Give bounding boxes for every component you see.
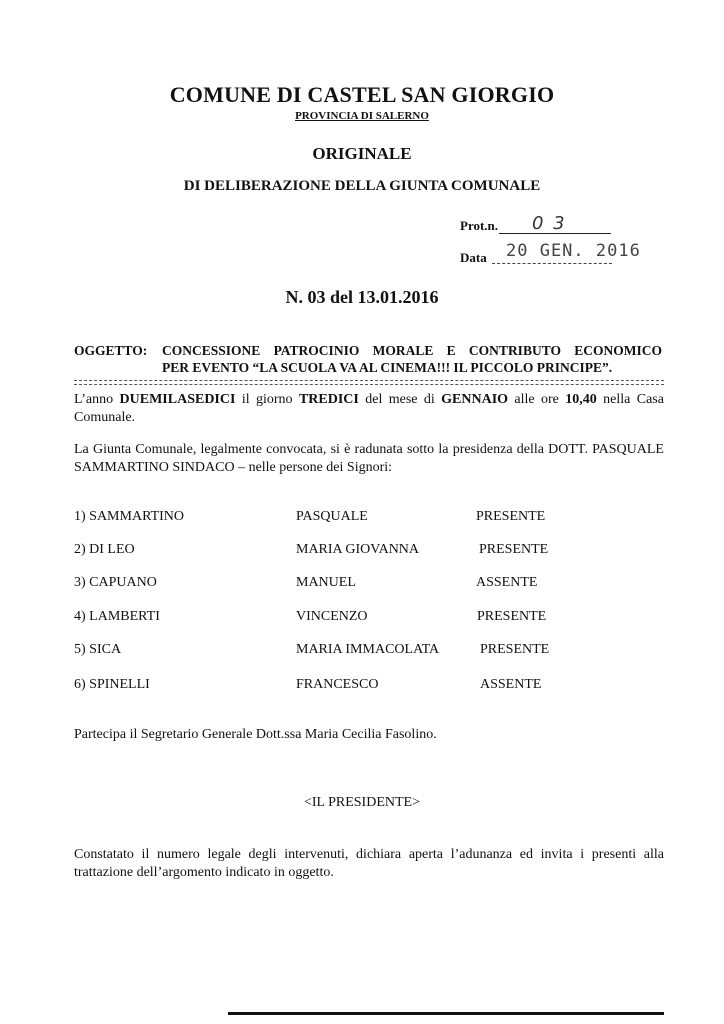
deliberation-number: N. 03 del 13.01.2016 [285,287,439,307]
intro-year: DUEMILASEDICI [119,392,236,407]
protocol-label: Prot.n. [460,218,499,233]
secretary-line: Partecipa il Segretario Generale Dott.ssa Maria Cecilia Fasolino. [74,727,437,742]
subject-line-1: CONCESSIONE PATROCINIO MORALE E CONTRIBUTO ECONOMICO [162,343,662,358]
member-status: ASSENTE [476,575,538,590]
protocol-handwritten-number: 0 3 [532,213,567,234]
intro-day: TREDICI [298,392,359,407]
deliberation-heading: DI DELIBERAZIONE DELLA GIUNTA COMUNALE [183,178,541,194]
member-surname: 4) LAMBERTI [74,609,160,624]
bottom-rule [228,1012,664,1015]
member-name: PASQUALE [296,509,368,524]
member-surname: 6) SPINELLI [74,677,150,692]
member-surname: 1) SAMMARTINO [74,509,184,524]
closing-paragraph: Constatato il numero legale degli intervenuti, dichiara aperta l’adunanza ed invita i presenti alla trattazione dell’argomento indicato in oggetto. [74,847,664,880]
document-type: ORIGINALE [312,144,412,163]
member-status: PRESENTE [477,609,547,624]
member-row [74,542,674,562]
intro-text: nella Casa Comunale. [74,392,664,425]
member-row [74,575,674,595]
intro-text: L’anno [74,392,120,407]
intro-paragraph [74,391,664,427]
date-label: Data [460,250,487,265]
member-name: MANUEL [296,575,356,590]
subject-line-2: PER EVENTO “LA SCUOLA VA AL CINEMA!!! IL PICCOLO PRINCIPE”. [162,360,613,375]
date-stamp: 20 GEN. 2016 [506,241,641,261]
separator-rule [74,380,664,381]
intro-text: alle ore [508,392,566,407]
province-subtitle: PROVINCIA DI SALERNO [295,110,429,122]
president-heading: <IL PRESIDENTE> [304,795,420,810]
intro-time: 10,40 [565,392,597,407]
member-name: VINCENZO [296,609,368,624]
separator-rule [74,384,664,385]
member-name: MARIA GIOVANNA [296,542,420,557]
member-name: MARIA IMMACOLATA [296,642,440,657]
member-status: PRESENTE [476,509,546,524]
member-status: ASSENTE [480,677,542,692]
member-name: FRANCESCO [296,677,379,692]
intro-text: del mese di [358,392,442,407]
intro-month: GENNAIO [441,392,509,407]
member-surname: 3) CAPUANO [74,575,157,590]
member-row [74,677,674,697]
member-surname: 5) SICA [74,642,122,657]
member-status: PRESENTE [479,542,549,557]
member-row [74,642,674,662]
municipality-title: COMUNE DI CASTEL SAN GIORGIO [169,82,555,107]
council-paragraph: La Giunta Comunale, legalmente convocata, si è radunata sotto la presidenza della DOTT. PASQUALE SAMMARTINO SINDACO – nelle persone dei Signori: [74,442,664,475]
member-row [74,509,674,529]
intro-text: il giorno [235,392,299,407]
member-row [74,609,674,629]
member-status: PRESENTE [480,642,550,657]
subject-label: OGGETTO: [74,343,148,358]
member-surname: 2) DI LEO [74,542,135,557]
